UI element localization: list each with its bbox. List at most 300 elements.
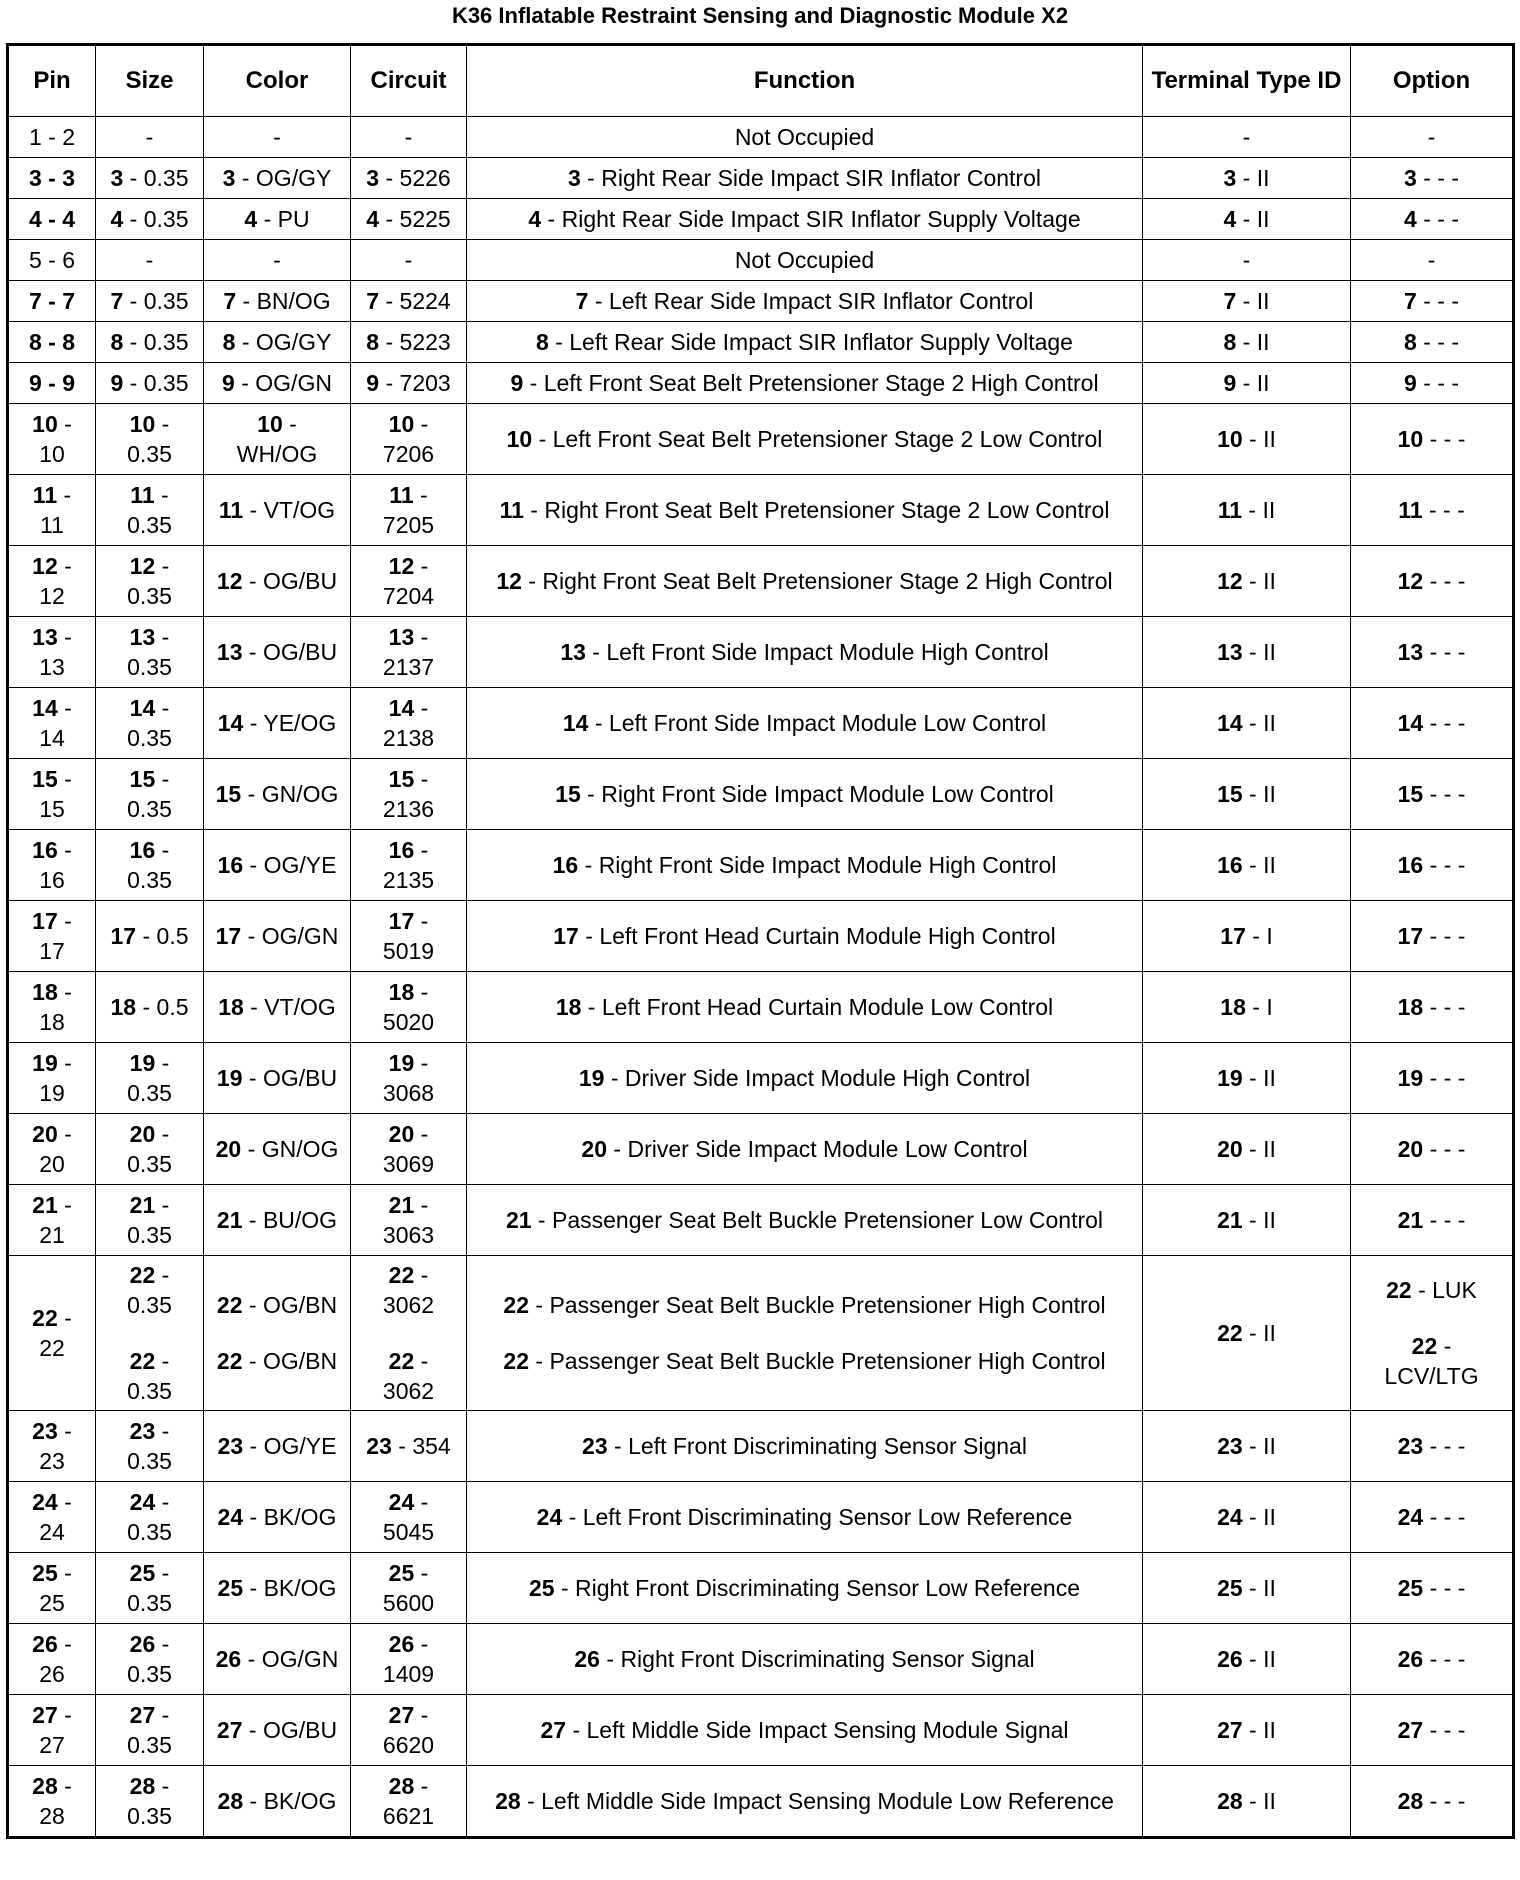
option-number: 18	[1397, 994, 1424, 1020]
cell-color: 25 - BK/OG	[204, 1553, 351, 1624]
cell-size: 8 - 0.35	[96, 322, 204, 363]
cell-pin: 12 - 12	[8, 546, 96, 617]
option-number: 26	[1397, 1646, 1424, 1672]
pin-number: 22	[32, 1305, 58, 1331]
function-number: 8	[536, 329, 549, 355]
size-value: 0.5	[156, 994, 189, 1020]
size-number: 17	[110, 923, 137, 949]
spacer	[1355, 1305, 1508, 1331]
function-number: 28	[495, 1788, 521, 1814]
option-value: - -	[1443, 710, 1466, 736]
circuit-value: 2138	[382, 725, 435, 751]
cell-pin: 13 - 13	[8, 617, 96, 688]
cell-circuit: 28 - 6621	[351, 1766, 467, 1838]
header-size: Size	[96, 45, 204, 117]
cell-function: 21 - Passenger Seat Belt Buckle Pretensioner Low Control	[467, 1185, 1143, 1256]
cell-pin: 26 - 26	[8, 1624, 96, 1695]
terminal-number: 9	[1223, 370, 1237, 396]
option-value: - -	[1443, 1065, 1466, 1091]
circuit-value: 7203	[399, 370, 451, 396]
cell-option: 14 - - -	[1351, 688, 1514, 759]
pin-value: 9 - 9	[28, 370, 76, 396]
option-number: 9	[1404, 370, 1417, 396]
pin-value: 19	[39, 1080, 65, 1106]
function-number: 14	[562, 710, 589, 736]
circuit-value: 2135	[382, 867, 435, 893]
cell-option: 28 - - -	[1351, 1766, 1514, 1838]
cell-function: 27 - Left Middle Side Impact Sensing Module Signal	[467, 1695, 1143, 1766]
size-number: 12	[129, 553, 156, 579]
cell-terminal: 22 - II	[1143, 1256, 1351, 1411]
table-row	[8, 199, 1514, 240]
function-number: 4	[528, 206, 542, 232]
pin-value: 18	[39, 1009, 65, 1035]
function-value: Not Occupied	[734, 247, 875, 273]
function-number: 23	[582, 1433, 608, 1459]
cell-function: 11 - Right Front Seat Belt Pretensioner Stage 2 Low Control	[467, 475, 1143, 546]
function-number: 25	[529, 1575, 555, 1601]
cell-circuit: 11 - 7205	[351, 475, 467, 546]
pin-value: 26	[39, 1661, 65, 1687]
function-value: Left Front Seat Belt Pretensioner Stage 2 Low Control	[552, 426, 1103, 452]
pin-number: 17	[32, 908, 58, 934]
pin-value: 21	[39, 1222, 65, 1248]
cell-option: 25 - - -	[1351, 1553, 1514, 1624]
pin-value: 5 - 6	[28, 247, 76, 273]
cell-pin	[8, 322, 96, 363]
option-value: - -	[1443, 568, 1466, 594]
terminal-number: 23	[1217, 1433, 1243, 1459]
cell-size: 26 - 0.35	[96, 1624, 204, 1695]
color-value: BK/OG	[263, 1504, 337, 1530]
terminal-value: II	[1263, 852, 1276, 878]
size-value: 0.35	[127, 796, 172, 822]
color-number: 15	[215, 781, 242, 807]
cell-color: 28 - BK/OG	[204, 1766, 351, 1838]
option-value: - -	[1443, 852, 1466, 878]
function-number: 24	[536, 1504, 563, 1530]
option-value: - -	[1437, 370, 1459, 396]
cell-circuit: 7 - 5224	[351, 281, 467, 322]
terminal-value: II	[1263, 781, 1276, 807]
terminal-value: -	[1242, 124, 1251, 150]
option-value: - -	[1443, 1646, 1466, 1672]
size-value: 0.35	[127, 1292, 172, 1318]
cell-terminal: 26 - II	[1143, 1624, 1351, 1695]
pin-number: 15	[32, 766, 58, 792]
header-circuit: Circuit	[351, 45, 467, 117]
cell-size: 3 - 0.35	[96, 158, 204, 199]
cell-terminal: 17 - I	[1143, 901, 1351, 972]
color-value: VT/OG	[264, 994, 336, 1020]
pin-number: 10	[32, 411, 58, 437]
cell-size: 20 - 0.35	[96, 1114, 204, 1185]
circuit-value: 354	[412, 1433, 451, 1459]
cell-color: 16 - OG/YE	[204, 830, 351, 901]
cell-pin: 24 - 24	[8, 1482, 96, 1553]
size-value: 0.35	[127, 1448, 172, 1474]
table-row	[8, 688, 1514, 759]
cell-pin: 28 - 28	[8, 1766, 96, 1838]
table-row	[8, 1043, 1514, 1114]
terminal-value: I	[1266, 923, 1273, 949]
color-value: GN/OG	[261, 781, 339, 807]
cell-terminal: 25 - II	[1143, 1553, 1351, 1624]
table-row	[8, 1553, 1514, 1624]
color-value: BK/OG	[263, 1788, 337, 1814]
cell-terminal: 9 - II	[1143, 363, 1351, 404]
pin-value: 25	[39, 1590, 65, 1616]
cell-color: 20 - GN/OG	[204, 1114, 351, 1185]
color-entry: 22 - OG/BN	[216, 1292, 338, 1318]
color-number: 27	[216, 1717, 243, 1743]
cell-terminal: 24 - II	[1143, 1482, 1351, 1553]
cell-function: 17 - Left Front Head Curtain Module High Control	[467, 901, 1143, 972]
option-number: 17	[1397, 923, 1424, 949]
cell-terminal: 16 - II	[1143, 830, 1351, 901]
color-value: OG/GN	[261, 923, 339, 949]
cell-terminal: 11 - II	[1143, 475, 1351, 546]
size-number: 15	[129, 766, 156, 792]
color-value: OG/YE	[263, 852, 337, 878]
color-number: 7	[223, 288, 237, 314]
color-number: 22	[216, 1292, 243, 1318]
cell-option: 20 - - -	[1351, 1114, 1514, 1185]
color-value: OG/GY	[255, 329, 332, 355]
size-number: 9	[110, 370, 124, 396]
cell-circuit: 16 - 2135	[351, 830, 467, 901]
cell-option: 15 - - -	[1351, 759, 1514, 830]
table-body	[8, 117, 1514, 1838]
cell-circuit: 20 - 3069	[351, 1114, 467, 1185]
size-value: 0.35	[143, 206, 189, 232]
cell-pin: 18 - 18	[8, 972, 96, 1043]
cell-terminal: 13 - II	[1143, 617, 1351, 688]
pin-value: 20	[39, 1151, 65, 1177]
circuit-number: 8	[366, 329, 380, 355]
pin-number: 14	[32, 695, 58, 721]
cell-pin: 15 - 15	[8, 759, 96, 830]
cell-terminal: 3 - II	[1143, 158, 1351, 199]
circuit-value: 2136	[382, 796, 435, 822]
option-number: 16	[1397, 852, 1424, 878]
table-row	[8, 117, 1514, 158]
option-number: 10	[1397, 426, 1424, 452]
function-number: 13	[560, 639, 586, 665]
function-value: Left Front Head Curtain Module Low Control	[601, 994, 1054, 1020]
terminal-value: II	[1256, 165, 1270, 191]
terminal-number: 12	[1217, 568, 1243, 594]
function-value: Left Rear Side Impact SIR Inflator Control	[608, 288, 1034, 314]
table-row	[8, 901, 1514, 972]
cell-pin: 10 - 10	[8, 404, 96, 475]
circuit-value: 5045	[382, 1519, 435, 1545]
color-number: 28	[217, 1788, 244, 1814]
option-number: 21	[1397, 1207, 1424, 1233]
color-value: OG/BU	[262, 1065, 338, 1091]
terminal-number: 15	[1217, 781, 1243, 807]
terminal-value: -	[1242, 247, 1251, 273]
circuit-number: 27	[388, 1702, 415, 1728]
terminal-number: 13	[1217, 639, 1243, 665]
terminal-value: II	[1263, 1646, 1276, 1672]
cell-color: 9 - OG/GN	[204, 363, 351, 404]
function-value: Driver Side Impact Module High Control	[624, 1065, 1031, 1091]
circuit-value: 6620	[382, 1732, 435, 1758]
spacer	[471, 1320, 1138, 1346]
table-row	[8, 281, 1514, 322]
pin-value: 1 - 2	[28, 124, 76, 150]
cell-size	[96, 117, 204, 158]
pin-value: 3 - 3	[28, 165, 76, 191]
cell-function	[467, 240, 1143, 281]
size-number: 22	[129, 1348, 156, 1374]
color-value: WH/OG	[236, 441, 318, 467]
function-number: 22	[503, 1292, 529, 1318]
cell-pin	[8, 199, 96, 240]
cell-circuit: 4 - 5225	[351, 199, 467, 240]
option-value: - -	[1443, 923, 1466, 949]
cell-color: 12 - OG/BU	[204, 546, 351, 617]
terminal-number: 17	[1220, 923, 1246, 949]
pin-number: 13	[32, 624, 58, 650]
option-entry: 22 - LCV/LTG	[1355, 1331, 1508, 1391]
cell-pin: 27 - 27	[8, 1695, 96, 1766]
cell-pin	[8, 281, 96, 322]
circuit-number: 13	[388, 624, 415, 650]
color-value: OG/BN	[262, 1348, 338, 1374]
function-value: Left Front Side Impact Module Low Control	[608, 710, 1047, 736]
terminal-number: 4	[1223, 206, 1237, 232]
size-value: 0.35	[127, 654, 172, 680]
cell-terminal	[1143, 240, 1351, 281]
pin-number: 25	[32, 1560, 58, 1586]
color-value: YE/OG	[263, 710, 337, 736]
cell-color	[204, 240, 351, 281]
terminal-number: 26	[1217, 1646, 1243, 1672]
option-value: LCV/LTG	[1384, 1363, 1479, 1389]
cell-function: 14 - Left Front Side Impact Module Low Control	[467, 688, 1143, 759]
color-value: OG/BU	[262, 639, 338, 665]
cell-size: 16 - 0.35	[96, 830, 204, 901]
table-row	[8, 1411, 1514, 1482]
function-value: Not Occupied	[734, 124, 875, 150]
size-number: 11	[130, 482, 155, 508]
color-number: 8	[222, 329, 236, 355]
size-number: 13	[129, 624, 156, 650]
pin-value: 13	[39, 654, 65, 680]
cell-option	[1351, 240, 1514, 281]
cell-terminal: 8 - II	[1143, 322, 1351, 363]
size-value: 0.35	[127, 867, 172, 893]
cell-color: 15 - GN/OG	[204, 759, 351, 830]
function-value: Left Front Seat Belt Pretensioner Stage 2 High Control	[543, 370, 1099, 396]
size-value: 0.35	[127, 1222, 172, 1248]
circuit-value: 5223	[399, 329, 451, 355]
cell-circuit: 23 - 354	[351, 1411, 467, 1482]
cell-terminal: 27 - II	[1143, 1695, 1351, 1766]
option-number: 28	[1397, 1788, 1424, 1814]
terminal-value: II	[1263, 1575, 1276, 1601]
cell-size: 13 - 0.35	[96, 617, 204, 688]
cell-function: 15 - Right Front Side Impact Module Low Control	[467, 759, 1143, 830]
function-number: 19	[578, 1065, 605, 1091]
cell-option: 19 - - -	[1351, 1043, 1514, 1114]
table-row	[8, 1114, 1514, 1185]
pinout-table	[6, 43, 1515, 1839]
cell-color: 24 - BK/OG	[204, 1482, 351, 1553]
terminal-number: 8	[1223, 329, 1237, 355]
cell-option: 23 - - -	[1351, 1411, 1514, 1482]
size-value: 0.35	[127, 1080, 172, 1106]
circuit-value: 5020	[382, 1009, 435, 1035]
cell-option	[1351, 117, 1514, 158]
circuit-number: 10	[388, 411, 415, 437]
table-row	[8, 617, 1514, 688]
cell-size	[96, 240, 204, 281]
option-number: 24	[1397, 1504, 1424, 1530]
size-value: 0.35	[127, 1732, 172, 1758]
cell-option: 26 - - -	[1351, 1624, 1514, 1695]
color-number: 17	[215, 923, 242, 949]
size-number: 4	[110, 206, 124, 232]
circuit-number: 3	[366, 165, 380, 191]
table-row	[8, 475, 1514, 546]
function-number: 26	[574, 1646, 600, 1672]
function-entry: 22 - Passenger Seat Belt Buckle Pretensioner High Control	[503, 1348, 1106, 1374]
cell-size: 19 - 0.35	[96, 1043, 204, 1114]
cell-function: 7 - Left Rear Side Impact SIR Inflator Control	[467, 281, 1143, 322]
terminal-number: 3	[1223, 165, 1237, 191]
size-number: 10	[129, 411, 156, 437]
cell-circuit: 9 - 7203	[351, 363, 467, 404]
circuit-number: 21	[388, 1192, 415, 1218]
size-number: 20	[129, 1121, 156, 1147]
terminal-value: II	[1263, 1207, 1276, 1233]
terminal-value: II	[1263, 426, 1276, 452]
function-value: Right Rear Side Impact SIR Inflator Control	[601, 165, 1041, 191]
cell-option: 12 - - -	[1351, 546, 1514, 617]
circuit-number: 18	[388, 979, 415, 1005]
cell-option: 13 - - -	[1351, 617, 1514, 688]
cell-size: 27 - 0.35	[96, 1695, 204, 1766]
option-value: -	[1427, 247, 1436, 273]
cell-pin	[8, 117, 96, 158]
size-value: 0.35	[143, 370, 189, 396]
spacer	[100, 1320, 199, 1346]
circuit-number: 15	[388, 766, 415, 792]
option-value: - -	[1443, 1575, 1466, 1601]
size-value: 0.35	[127, 512, 172, 538]
cell-function: 4 - Right Rear Side Impact SIR Inflator Supply Voltage	[467, 199, 1143, 240]
color-number: 24	[217, 1504, 244, 1530]
option-value: - -	[1443, 994, 1466, 1020]
size-value: 0.35	[127, 1378, 172, 1404]
color-number: 21	[216, 1207, 243, 1233]
color-value: VT/OG	[263, 497, 336, 523]
table-row	[8, 1695, 1514, 1766]
cell-circuit: 26 - 1409	[351, 1624, 467, 1695]
table-row	[8, 1624, 1514, 1695]
cell-pin: 16 - 16	[8, 830, 96, 901]
terminal-value: II	[1263, 710, 1276, 736]
size-number: 25	[129, 1560, 156, 1586]
cell-color: 10 - WH/OG	[204, 404, 351, 475]
cell-function: 12 - Right Front Seat Belt Pretensioner Stage 2 High Control	[467, 546, 1143, 617]
cell-size: 9 - 0.35	[96, 363, 204, 404]
cell-color	[204, 1256, 351, 1411]
cell-size: 21 - 0.35	[96, 1185, 204, 1256]
terminal-value: II	[1263, 1433, 1276, 1459]
terminal-number: 21	[1217, 1207, 1243, 1233]
function-value: Right Rear Side Impact SIR Inflator Supply Voltage	[561, 206, 1081, 232]
option-number: 11	[1398, 497, 1423, 523]
size-value: 0.35	[143, 288, 189, 314]
color-number: 3	[222, 165, 236, 191]
color-value: OG/GN	[255, 370, 332, 396]
option-value: - -	[1443, 1136, 1466, 1162]
cell-option: 3 - - -	[1351, 158, 1514, 199]
cell-function: 13 - Left Front Side Impact Module High Control	[467, 617, 1143, 688]
circuit-number: 25	[388, 1560, 415, 1586]
terminal-value: II	[1263, 1788, 1276, 1814]
size-number: 27	[129, 1702, 156, 1728]
cell-circuit	[351, 117, 467, 158]
table-row	[8, 1256, 1514, 1411]
option-number: 4	[1404, 206, 1417, 232]
cell-pin: 25 - 25	[8, 1553, 96, 1624]
cell-option: 27 - - -	[1351, 1695, 1514, 1766]
size-entry: 22 - 0.35	[100, 1346, 199, 1406]
cell-pin	[8, 363, 96, 404]
color-number: 23	[217, 1433, 244, 1459]
terminal-number: 11	[1217, 497, 1243, 523]
size-value: 0.35	[127, 725, 172, 751]
spacer	[355, 1320, 462, 1346]
cell-pin	[8, 240, 96, 281]
function-value: Passenger Seat Belt Buckle Pretensioner High Control	[549, 1292, 1106, 1318]
color-number: 11	[218, 497, 244, 523]
size-number: 14	[129, 695, 156, 721]
cell-function: 3 - Right Rear Side Impact SIR Inflator Control	[467, 158, 1143, 199]
color-value: BN/OG	[256, 288, 331, 314]
size-value: 0.35	[127, 1590, 172, 1616]
cell-pin: 21 - 21	[8, 1185, 96, 1256]
size-number: 26	[129, 1631, 156, 1657]
cell-terminal: 4 - II	[1143, 199, 1351, 240]
circuit-value: 6621	[382, 1803, 435, 1829]
pin-number: 28	[32, 1773, 58, 1799]
circuit-number: 28	[388, 1773, 415, 1799]
function-value: Right Front Side Impact Module High Control	[598, 852, 1057, 878]
pin-number: 12	[32, 553, 58, 579]
cell-size	[96, 1256, 204, 1411]
cell-terminal: 28 - II	[1143, 1766, 1351, 1838]
color-number: 18	[218, 994, 244, 1020]
cell-function: 16 - Right Front Side Impact Module High Control	[467, 830, 1143, 901]
header-color: Color	[204, 45, 351, 117]
cell-function: 24 - Left Front Discriminating Sensor Low Reference	[467, 1482, 1143, 1553]
option-number: 22	[1386, 1277, 1412, 1303]
function-value: Left Middle Side Impact Sensing Module Signal	[586, 1717, 1069, 1743]
cell-option: 11 - - -	[1351, 475, 1514, 546]
option-number: 14	[1397, 710, 1424, 736]
terminal-number: 24	[1217, 1504, 1243, 1530]
terminal-number: 22	[1217, 1320, 1243, 1346]
circuit-value: 5225	[399, 206, 451, 232]
function-number: 21	[505, 1207, 532, 1233]
cell-function: 19 - Driver Side Impact Module High Control	[467, 1043, 1143, 1114]
